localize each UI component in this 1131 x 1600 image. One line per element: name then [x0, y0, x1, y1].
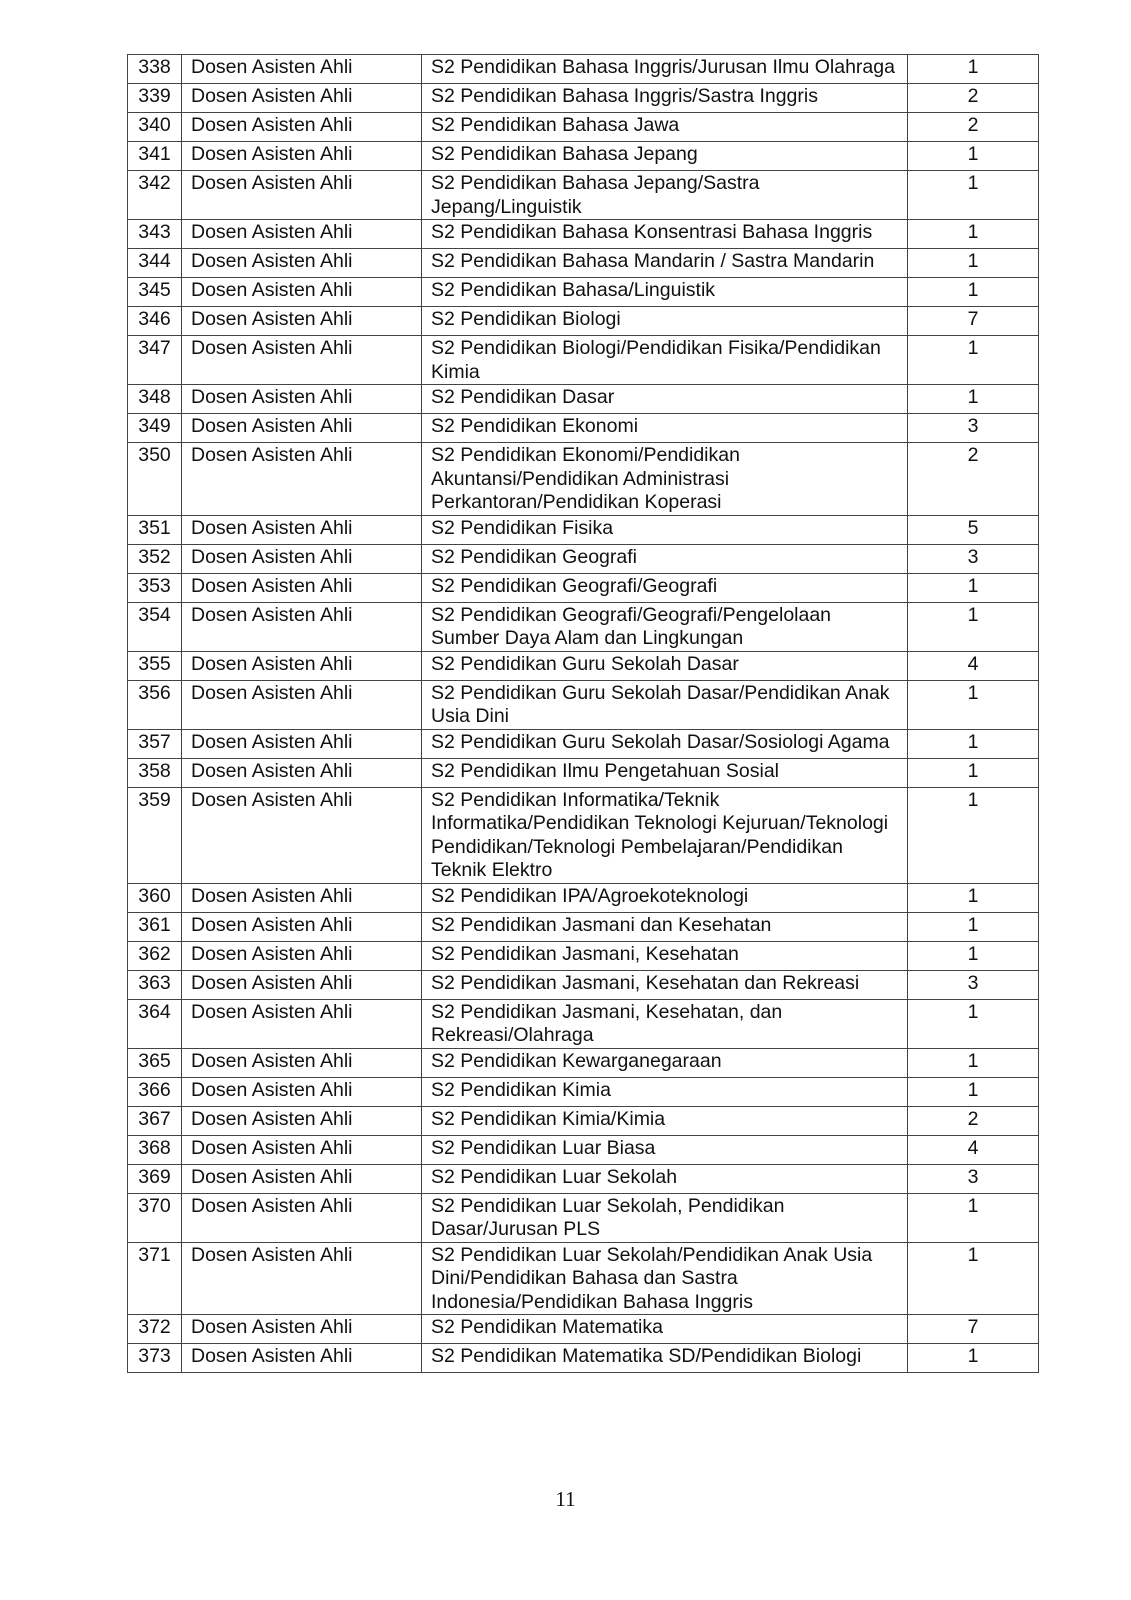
quota-cell: 1 — [908, 883, 1039, 912]
quota-cell: 1 — [908, 249, 1039, 278]
position-title-cell: Dosen Asisten Ahli — [182, 883, 422, 912]
row-number-cell: 340 — [128, 113, 182, 142]
table-row — [128, 680, 1039, 729]
row-number-cell: 351 — [128, 515, 182, 544]
quota-cell: 1 — [908, 1077, 1039, 1106]
row-number-cell: 356 — [128, 680, 182, 729]
position-title-cell: Dosen Asisten Ahli — [182, 999, 422, 1048]
row-number-cell: 364 — [128, 999, 182, 1048]
position-title-cell: Dosen Asisten Ahli — [182, 651, 422, 680]
quota-cell: 1 — [908, 680, 1039, 729]
qualification-cell: S2 Pendidikan Guru Sekolah Dasar/Pendidikan Anak Usia Dini — [422, 680, 908, 729]
position-title-cell: Dosen Asisten Ahli — [182, 970, 422, 999]
qualification-cell: S2 Pendidikan Guru Sekolah Dasar/Sosiologi Agama — [422, 729, 908, 758]
row-number-cell: 371 — [128, 1242, 182, 1315]
position-title-cell: Dosen Asisten Ahli — [182, 544, 422, 573]
position-title-cell: Dosen Asisten Ahli — [182, 1135, 422, 1164]
row-number-cell: 365 — [128, 1048, 182, 1077]
position-title-cell: Dosen Asisten Ahli — [182, 1193, 422, 1242]
row-number-cell: 359 — [128, 787, 182, 883]
row-number-cell: 338 — [128, 55, 182, 84]
table-row — [128, 1344, 1039, 1373]
quota-cell: 4 — [908, 1135, 1039, 1164]
table-row — [128, 758, 1039, 787]
table-row — [128, 307, 1039, 336]
table-row — [128, 515, 1039, 544]
table-row — [128, 912, 1039, 941]
position-title-cell: Dosen Asisten Ahli — [182, 414, 422, 443]
position-title-cell: Dosen Asisten Ahli — [182, 1344, 422, 1373]
row-number-cell: 363 — [128, 970, 182, 999]
quota-cell: 1 — [908, 171, 1039, 220]
table-row — [128, 278, 1039, 307]
position-title-cell: Dosen Asisten Ahli — [182, 1164, 422, 1193]
position-title-cell: Dosen Asisten Ahli — [182, 249, 422, 278]
row-number-cell: 345 — [128, 278, 182, 307]
position-title-cell: Dosen Asisten Ahli — [182, 602, 422, 651]
quota-cell: 1 — [908, 278, 1039, 307]
table-row — [128, 999, 1039, 1048]
quota-cell: 1 — [908, 1048, 1039, 1077]
quota-cell: 5 — [908, 515, 1039, 544]
table-row — [128, 385, 1039, 414]
row-number-cell: 373 — [128, 1344, 182, 1373]
quota-cell: 1 — [908, 142, 1039, 171]
qualification-cell: S2 Pendidikan Biologi — [422, 307, 908, 336]
qualification-cell: S2 Pendidikan Kimia/Kimia — [422, 1106, 908, 1135]
quota-cell: 3 — [908, 414, 1039, 443]
table-row — [128, 787, 1039, 883]
row-number-cell: 342 — [128, 171, 182, 220]
row-number-cell: 355 — [128, 651, 182, 680]
position-title-cell: Dosen Asisten Ahli — [182, 787, 422, 883]
row-number-cell: 352 — [128, 544, 182, 573]
qualification-cell: S2 Pendidikan Jasmani dan Kesehatan — [422, 912, 908, 941]
table-row — [128, 651, 1039, 680]
row-number-cell: 347 — [128, 336, 182, 385]
position-title-cell: Dosen Asisten Ahli — [182, 171, 422, 220]
row-number-cell: 369 — [128, 1164, 182, 1193]
table-row — [128, 1164, 1039, 1193]
table-row — [128, 970, 1039, 999]
row-number-cell: 343 — [128, 220, 182, 249]
row-number-cell: 341 — [128, 142, 182, 171]
position-title-cell: Dosen Asisten Ahli — [182, 443, 422, 516]
qualification-cell: S2 Pendidikan Bahasa Inggris/Sastra Inggris — [422, 84, 908, 113]
qualification-cell: S2 Pendidikan Matematika SD/Pendidikan Biologi — [422, 1344, 908, 1373]
row-number-cell: 357 — [128, 729, 182, 758]
row-number-cell: 370 — [128, 1193, 182, 1242]
quota-cell: 1 — [908, 999, 1039, 1048]
quota-cell: 2 — [908, 113, 1039, 142]
position-title-cell: Dosen Asisten Ahli — [182, 941, 422, 970]
position-title-cell: Dosen Asisten Ahli — [182, 573, 422, 602]
table-row — [128, 883, 1039, 912]
qualification-cell: S2 Pendidikan Bahasa Jawa — [422, 113, 908, 142]
table-row — [128, 171, 1039, 220]
table-row — [128, 1106, 1039, 1135]
qualification-cell: S2 Pendidikan Jasmani, Kesehatan dan Rekreasi — [422, 970, 908, 999]
table-row — [128, 1048, 1039, 1077]
position-title-cell: Dosen Asisten Ahli — [182, 729, 422, 758]
position-title-cell: Dosen Asisten Ahli — [182, 385, 422, 414]
row-number-cell: 344 — [128, 249, 182, 278]
qualification-cell: S2 Pendidikan Bahasa Jepang — [422, 142, 908, 171]
quota-cell: 2 — [908, 443, 1039, 516]
table-row — [128, 84, 1039, 113]
table-row — [128, 729, 1039, 758]
position-title-cell: Dosen Asisten Ahli — [182, 1048, 422, 1077]
qualification-cell: S2 Pendidikan Luar Sekolah — [422, 1164, 908, 1193]
quota-cell: 1 — [908, 758, 1039, 787]
table-row — [128, 573, 1039, 602]
position-title-cell: Dosen Asisten Ahli — [182, 758, 422, 787]
table-row — [128, 142, 1039, 171]
row-number-cell: 362 — [128, 941, 182, 970]
quota-cell: 1 — [908, 385, 1039, 414]
position-title-cell: Dosen Asisten Ahli — [182, 113, 422, 142]
quota-cell: 1 — [908, 729, 1039, 758]
row-number-cell: 349 — [128, 414, 182, 443]
position-title-cell: Dosen Asisten Ahli — [182, 142, 422, 171]
row-number-cell: 354 — [128, 602, 182, 651]
position-title-cell: Dosen Asisten Ahli — [182, 336, 422, 385]
qualification-cell: S2 Pendidikan Matematika — [422, 1315, 908, 1344]
qualification-cell: S2 Pendidikan Luar Sekolah, Pendidikan Dasar/Jurusan PLS — [422, 1193, 908, 1242]
qualification-cell: S2 Pendidikan Geografi/Geografi/Pengelolaan Sumber Daya Alam dan Lingkungan — [422, 602, 908, 651]
quota-cell: 1 — [908, 787, 1039, 883]
quota-cell: 1 — [908, 573, 1039, 602]
quota-cell: 7 — [908, 307, 1039, 336]
table-row — [128, 220, 1039, 249]
qualification-cell: S2 Pendidikan Jasmani, Kesehatan — [422, 941, 908, 970]
quota-cell: 1 — [908, 1344, 1039, 1373]
row-number-cell: 346 — [128, 307, 182, 336]
qualification-cell: S2 Pendidikan Bahasa/Linguistik — [422, 278, 908, 307]
quota-cell: 3 — [908, 1164, 1039, 1193]
qualification-cell: S2 Pendidikan Guru Sekolah Dasar — [422, 651, 908, 680]
row-number-cell: 339 — [128, 84, 182, 113]
qualification-cell: S2 Pendidikan Bahasa Mandarin / Sastra Mandarin — [422, 249, 908, 278]
qualification-cell: S2 Pendidikan Ilmu Pengetahuan Sosial — [422, 758, 908, 787]
qualification-cell: S2 Pendidikan Biologi/Pendidikan Fisika/Pendidikan Kimia — [422, 336, 908, 385]
position-title-cell: Dosen Asisten Ahli — [182, 680, 422, 729]
position-title-cell: Dosen Asisten Ahli — [182, 84, 422, 113]
position-title-cell: Dosen Asisten Ahli — [182, 1077, 422, 1106]
table-row — [128, 1242, 1039, 1315]
quota-cell: 4 — [908, 651, 1039, 680]
row-number-cell: 348 — [128, 385, 182, 414]
table-row — [128, 1135, 1039, 1164]
quota-cell: 1 — [908, 1193, 1039, 1242]
row-number-cell: 368 — [128, 1135, 182, 1164]
qualification-cell: S2 Pendidikan Ekonomi — [422, 414, 908, 443]
position-title-cell: Dosen Asisten Ahli — [182, 1106, 422, 1135]
row-number-cell: 372 — [128, 1315, 182, 1344]
position-title-cell: Dosen Asisten Ahli — [182, 220, 422, 249]
table-body — [128, 55, 1039, 1373]
qualification-cell: S2 Pendidikan Jasmani, Kesehatan, dan Rekreasi/Olahraga — [422, 999, 908, 1048]
qualification-cell: S2 Pendidikan Bahasa Jepang/Sastra Jepang/Linguistik — [422, 171, 908, 220]
qualification-cell: S2 Pendidikan Informatika/Teknik Informatika/Pendidikan Teknologi Kejuruan/Teknologi Pendidikan/Teknologi Pembelajaran/Pendidikan Teknik Elektro — [422, 787, 908, 883]
quota-cell: 1 — [908, 941, 1039, 970]
row-number-cell: 350 — [128, 443, 182, 516]
qualification-cell: S2 Pendidikan Fisika — [422, 515, 908, 544]
position-title-cell: Dosen Asisten Ahli — [182, 1315, 422, 1344]
table-row — [128, 1193, 1039, 1242]
table-row — [128, 249, 1039, 278]
qualification-cell: S2 Pendidikan Kimia — [422, 1077, 908, 1106]
quota-cell: 2 — [908, 1106, 1039, 1135]
quota-cell: 1 — [908, 1242, 1039, 1315]
quota-cell: 3 — [908, 544, 1039, 573]
position-title-cell: Dosen Asisten Ahli — [182, 278, 422, 307]
quota-cell: 1 — [908, 602, 1039, 651]
quota-cell: 1 — [908, 912, 1039, 941]
table-row — [128, 1077, 1039, 1106]
quota-cell: 1 — [908, 336, 1039, 385]
row-number-cell: 358 — [128, 758, 182, 787]
table-row — [128, 443, 1039, 516]
position-title-cell: Dosen Asisten Ahli — [182, 912, 422, 941]
quota-cell: 2 — [908, 84, 1039, 113]
table-row — [128, 414, 1039, 443]
qualification-cell: S2 Pendidikan Geografi — [422, 544, 908, 573]
qualification-cell: S2 Pendidikan Geografi/Geografi — [422, 573, 908, 602]
qualification-cell: S2 Pendidikan Kewarganegaraan — [422, 1048, 908, 1077]
page-number: 11 — [555, 1487, 576, 1511]
quota-cell: 1 — [908, 220, 1039, 249]
qualification-cell: S2 Pendidikan Bahasa Inggris/Jurusan Ilmu Olahraga — [422, 55, 908, 84]
formasi-table — [127, 54, 1039, 1373]
row-number-cell: 367 — [128, 1106, 182, 1135]
table-row — [128, 1315, 1039, 1344]
qualification-cell: S2 Pendidikan Bahasa Konsentrasi Bahasa Inggris — [422, 220, 908, 249]
table-row — [128, 55, 1039, 84]
table-row — [128, 602, 1039, 651]
table-row — [128, 941, 1039, 970]
position-title-cell: Dosen Asisten Ahli — [182, 1242, 422, 1315]
row-number-cell: 360 — [128, 883, 182, 912]
table-row — [128, 113, 1039, 142]
qualification-cell: S2 Pendidikan Ekonomi/Pendidikan Akuntansi/Pendidikan Administrasi Perkantoran/Pendidikan Koperasi — [422, 443, 908, 516]
row-number-cell: 366 — [128, 1077, 182, 1106]
quota-cell: 7 — [908, 1315, 1039, 1344]
table-row — [128, 544, 1039, 573]
row-number-cell: 353 — [128, 573, 182, 602]
position-title-cell: Dosen Asisten Ahli — [182, 515, 422, 544]
row-number-cell: 361 — [128, 912, 182, 941]
table-row — [128, 336, 1039, 385]
position-title-cell: Dosen Asisten Ahli — [182, 307, 422, 336]
quota-cell: 1 — [908, 55, 1039, 84]
quota-cell: 3 — [908, 970, 1039, 999]
qualification-cell: S2 Pendidikan Luar Sekolah/Pendidikan Anak Usia Dini/Pendidikan Bahasa dan Sastra Indonesia/Pendidikan Bahasa Inggris — [422, 1242, 908, 1315]
qualification-cell: S2 Pendidikan IPA/Agroekoteknologi — [422, 883, 908, 912]
position-title-cell: Dosen Asisten Ahli — [182, 55, 422, 84]
qualification-cell: S2 Pendidikan Luar Biasa — [422, 1135, 908, 1164]
qualification-cell: S2 Pendidikan Dasar — [422, 385, 908, 414]
